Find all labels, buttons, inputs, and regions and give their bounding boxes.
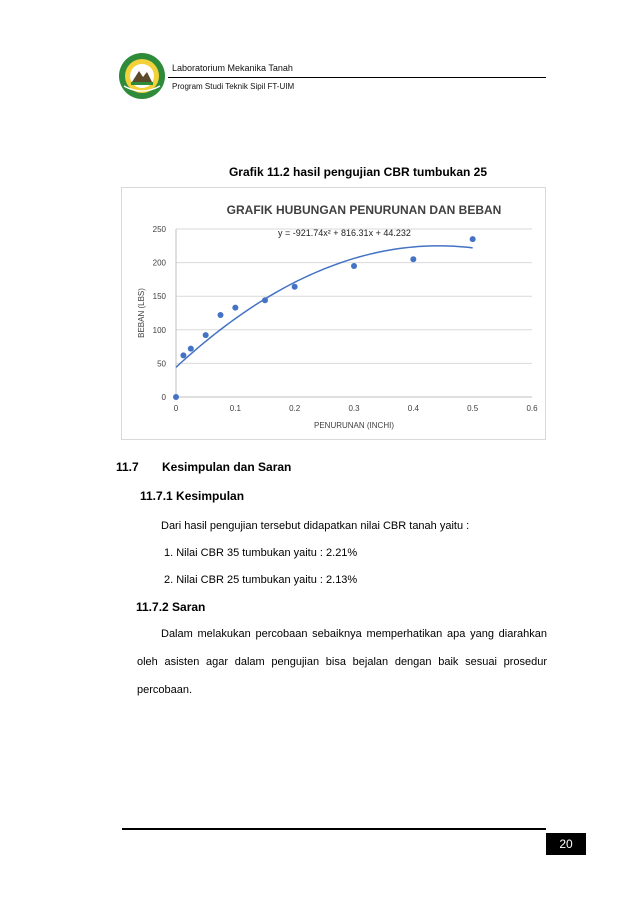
lab-name: Laboratorium Mekanika Tanah: [172, 63, 293, 73]
data-point: [262, 297, 268, 303]
conclusion-intro: Dari hasil pengujian tersebut didapatkan nilai CBR tanah yaitu :: [161, 520, 470, 532]
y-tick-label: 250: [152, 225, 166, 234]
x-axis-label: PENURUNAN (INCHI): [314, 421, 394, 430]
trendline-equation: y = -921.74x² + 816.31x + 44.232: [278, 228, 411, 238]
x-tick-label: 0.2: [289, 404, 301, 413]
x-tick-label: 0.6: [526, 404, 538, 413]
trendline: [176, 246, 473, 367]
data-point: [292, 284, 298, 290]
x-tick-label: 0: [173, 404, 179, 413]
y-tick-label: 0: [161, 393, 166, 402]
data-point: [203, 332, 209, 338]
program-name: Program Studi Teknik Sipil FT-UIM: [172, 82, 295, 91]
data-point: [180, 352, 186, 358]
list-item: 2. Nilai CBR 25 tumbukan yaitu : 2.13%: [164, 574, 358, 586]
header-divider: [168, 77, 546, 78]
section-title: Kesimpulan dan Saran: [162, 460, 292, 474]
data-point: [188, 346, 194, 352]
figure-caption: Grafik 11.2 hasil pengujian CBR tumbukan 25: [228, 165, 488, 179]
x-tick-label: 0.3: [348, 404, 360, 413]
data-point: [218, 312, 224, 318]
y-tick-label: 200: [152, 258, 166, 268]
section-number: 11.7: [116, 460, 139, 474]
page-number: 20: [546, 833, 586, 855]
subsection-saran-title: 11.7.2 Saran: [136, 600, 206, 614]
footer-divider: [122, 828, 546, 830]
y-tick-label: 100: [152, 325, 166, 335]
data-point: [351, 263, 357, 269]
x-tick-label: 0.4: [407, 404, 419, 413]
chart-container: [121, 187, 546, 440]
list-item: 1. Nilai CBR 35 tumbukan yaitu : 2.21%: [164, 547, 358, 559]
x-tick-label: 0.5: [467, 404, 479, 413]
cbr-chart: [122, 188, 547, 441]
data-point: [410, 256, 416, 262]
subsection-kesimpulan-title: 11.7.1 Kesimpulan: [140, 489, 245, 503]
y-tick-label: 150: [152, 292, 166, 302]
suggestion-paragraph: Dalam melakukan percobaan sebaiknya memperhatikan apa yang diarahkan oleh asisten agar dalam pengujian bisa bejalan dengan baik sesuai prosedur percobaan.: [137, 628, 547, 696]
chart-title: GRAFIK HUBUNGAN PENURUNAN DAN BEBAN: [226, 203, 502, 217]
x-tick-label: 0.1: [229, 404, 241, 413]
y-tick-label: 50: [157, 359, 166, 369]
data-point: [232, 305, 238, 311]
data-point: [470, 236, 476, 242]
y-axis-label: BEBAN (LBS): [137, 288, 146, 338]
university-logo-icon: [118, 52, 166, 100]
data-point: [173, 394, 179, 400]
